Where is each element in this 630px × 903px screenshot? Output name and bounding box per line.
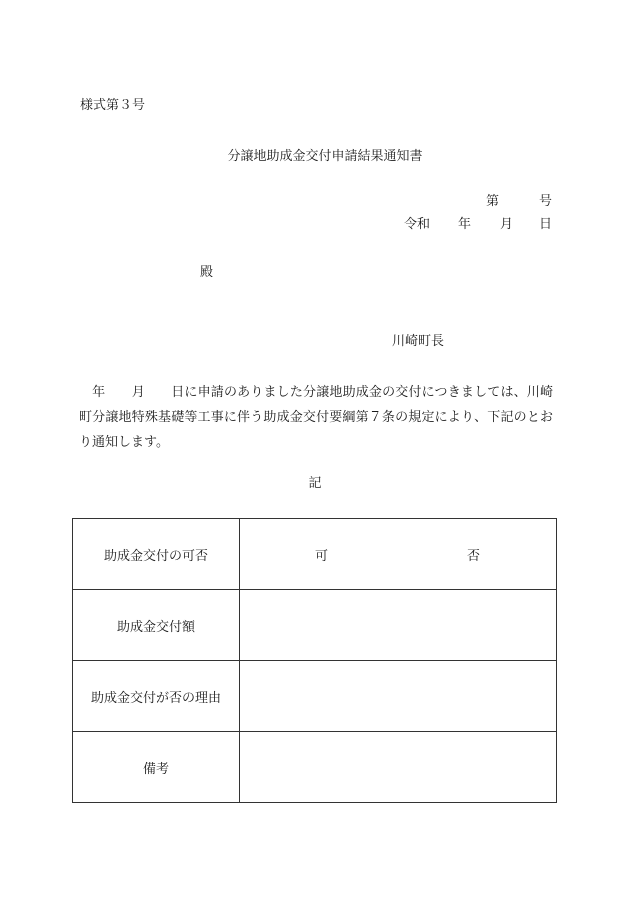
reject-option: 否 bbox=[466, 548, 480, 564]
amount-cell bbox=[240, 590, 557, 661]
approval-cell bbox=[240, 519, 557, 590]
document-title: 分譲地助成金交付申請結果通知書 bbox=[227, 149, 423, 164]
table-row bbox=[73, 519, 557, 590]
reason-cell bbox=[240, 661, 557, 732]
approve-option: 可 bbox=[315, 548, 329, 564]
row-label: 備考 bbox=[73, 732, 240, 803]
doc-number-prefix: 第 bbox=[486, 194, 500, 209]
table-row bbox=[73, 590, 557, 661]
date-year: 年 bbox=[458, 217, 472, 232]
row-label: 助成金交付額 bbox=[73, 590, 240, 661]
date-month: 月 bbox=[500, 217, 514, 232]
result-table bbox=[72, 518, 557, 803]
date-day: 日 bbox=[539, 217, 553, 232]
remarks-cell bbox=[240, 732, 557, 803]
body-paragraph: 年 月 日に申請のありました分譲地助成金の交付につきましては、川崎町分譲地特殊基礎等工事に伴う助成金交付要綱第７条の規定により、下記のとおり通知します。 bbox=[79, 385, 553, 450]
ki-heading: 記 bbox=[308, 476, 322, 491]
date-era: 令和 bbox=[404, 217, 431, 232]
doc-number-suffix: 号 bbox=[539, 194, 553, 209]
row-label: 助成金交付の可否 bbox=[73, 519, 240, 590]
addressee-suffix: 殿 bbox=[200, 265, 214, 280]
sender-name: 川崎町長 bbox=[392, 334, 445, 349]
table-row bbox=[73, 732, 557, 803]
row-label: 助成金交付が否の理由 bbox=[73, 661, 240, 732]
form-number: 様式第３号 bbox=[80, 98, 146, 113]
table-row bbox=[73, 661, 557, 732]
